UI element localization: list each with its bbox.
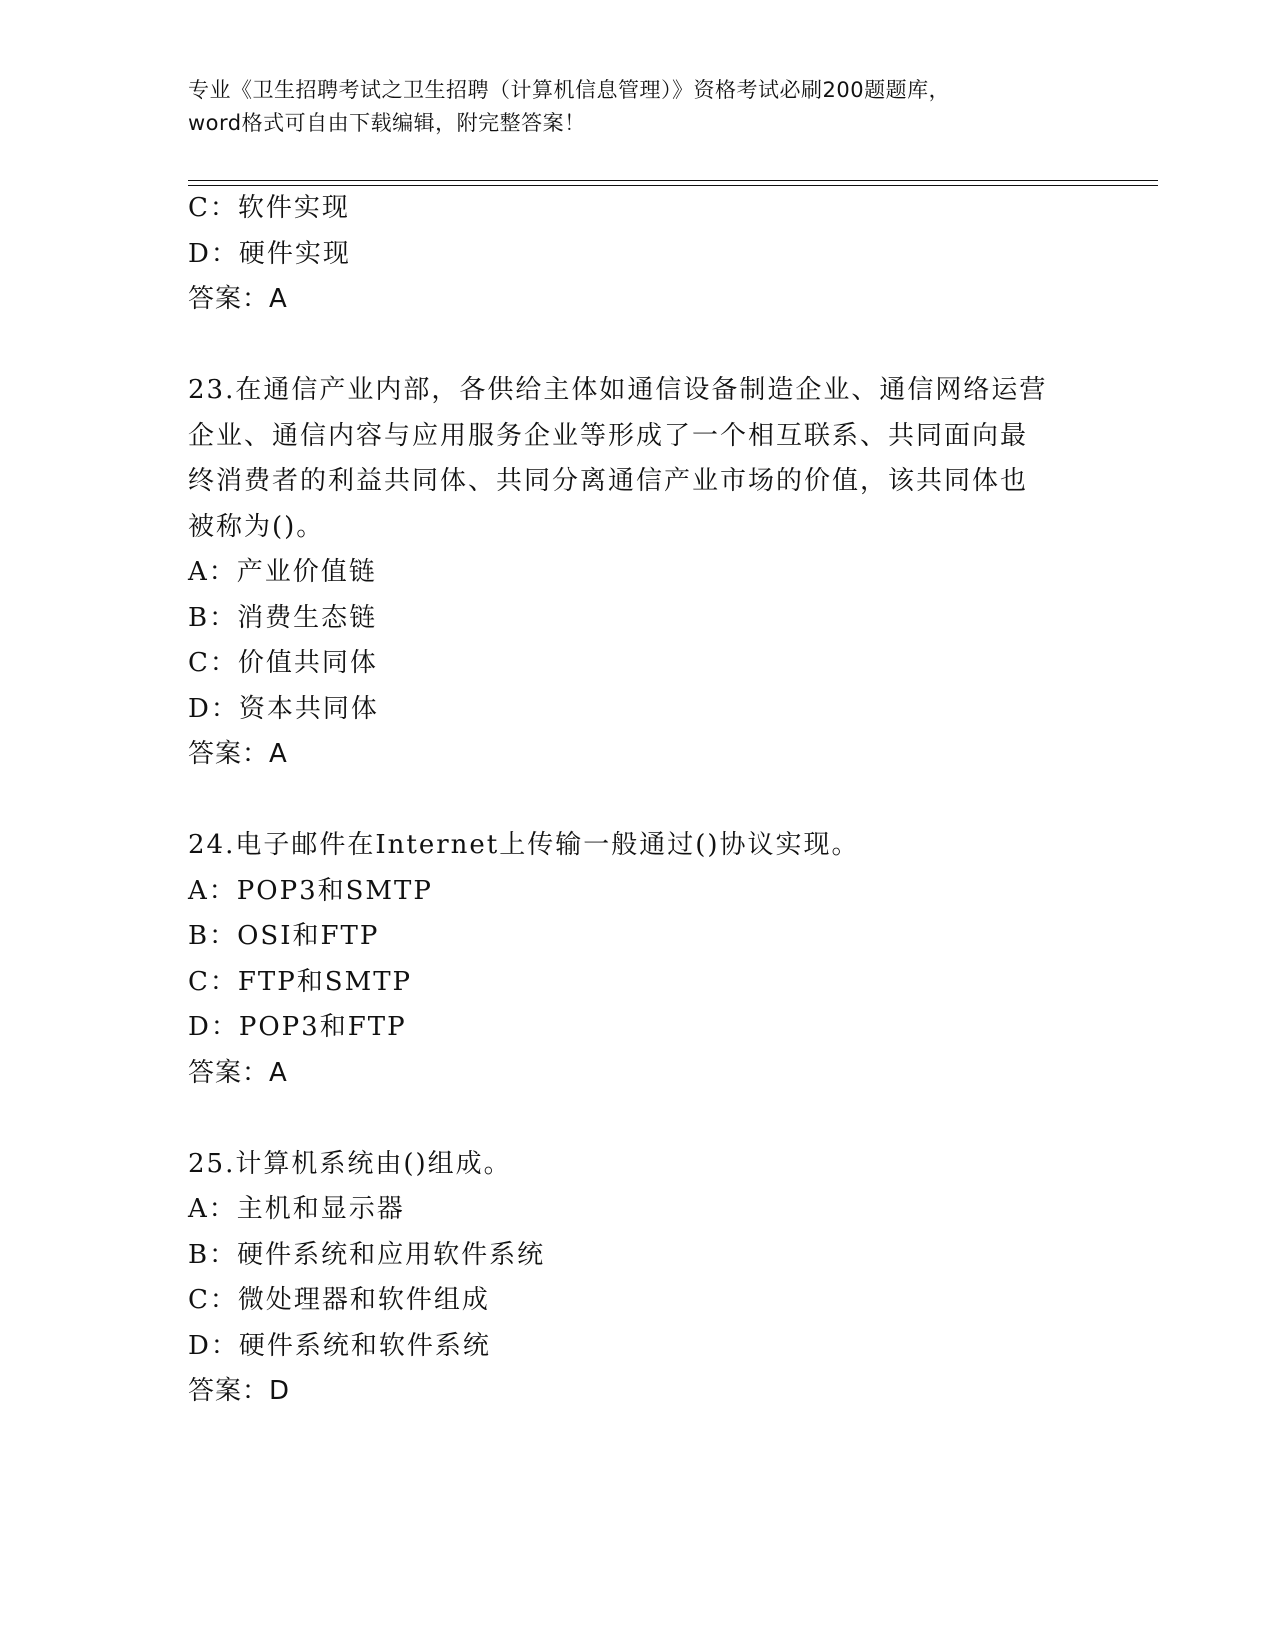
question-text-line: 企业、通信内容与应用服务企业等形成了一个相互联系、共同面向最 bbox=[188, 420, 1029, 451]
spacer bbox=[188, 323, 1148, 369]
option-a: A：主机和显示器 bbox=[188, 1194, 405, 1224]
document-header bbox=[188, 74, 1088, 140]
document-body bbox=[188, 186, 1148, 1415]
question-24 bbox=[188, 823, 1148, 1096]
header-line-1: 专业《卫生招聘考试之卫生招聘（计算机信息管理）》资格考试必刷200题题库， bbox=[188, 78, 951, 102]
option-b: B：OSI和FTP bbox=[188, 921, 380, 951]
answer-line: 答案：A bbox=[188, 739, 288, 769]
question-text-line: 终消费者的利益共同体、共同分离通信产业市场的价值，该共同体也 bbox=[188, 466, 1029, 496]
question-text-line: 被称为()。 bbox=[188, 511, 325, 542]
spacer bbox=[188, 778, 1148, 824]
answer-line: 答案：A bbox=[188, 284, 288, 314]
option-a: A：产业价值链 bbox=[188, 557, 377, 587]
question-text-line: 25.计算机系统由()组成。 bbox=[188, 1148, 512, 1179]
option-c: C：价值共同体 bbox=[188, 648, 378, 678]
option-a: A：POP3和SMTP bbox=[188, 875, 433, 906]
answer-line: 答案：A bbox=[188, 1057, 288, 1088]
option-b: B：硬件系统和应用软件系统 bbox=[188, 1239, 546, 1270]
question-text-line: 24.电子邮件在Internet上传输一般通过()协议实现。 bbox=[188, 830, 860, 860]
option-d: D：硬件系统和软件系统 bbox=[188, 1330, 491, 1361]
question-text-line: 23.在通信产业内部，各供给主体如通信设备制造企业、通信网络运营 bbox=[188, 375, 1048, 405]
option-d: D：POP3和FTP bbox=[188, 1012, 407, 1042]
option-d: D：资本共同体 bbox=[188, 693, 379, 724]
header-line-2: word格式可自由下载编辑，附完整答案！ bbox=[188, 111, 586, 135]
question-25 bbox=[188, 1142, 1148, 1415]
header-rule-top bbox=[188, 180, 1158, 181]
spacer bbox=[188, 1096, 1148, 1142]
prev-question-block bbox=[188, 186, 1148, 323]
option-c: C：软件实现 bbox=[188, 193, 350, 223]
option-c: C：微处理器和软件组成 bbox=[188, 1285, 490, 1315]
question-23 bbox=[188, 368, 1148, 778]
answer-line: 答案：D bbox=[188, 1376, 291, 1406]
option-b: B：消费生态链 bbox=[188, 602, 378, 633]
option-c: C：FTP和SMTP bbox=[188, 966, 413, 997]
option-d: D：硬件实现 bbox=[188, 238, 351, 269]
